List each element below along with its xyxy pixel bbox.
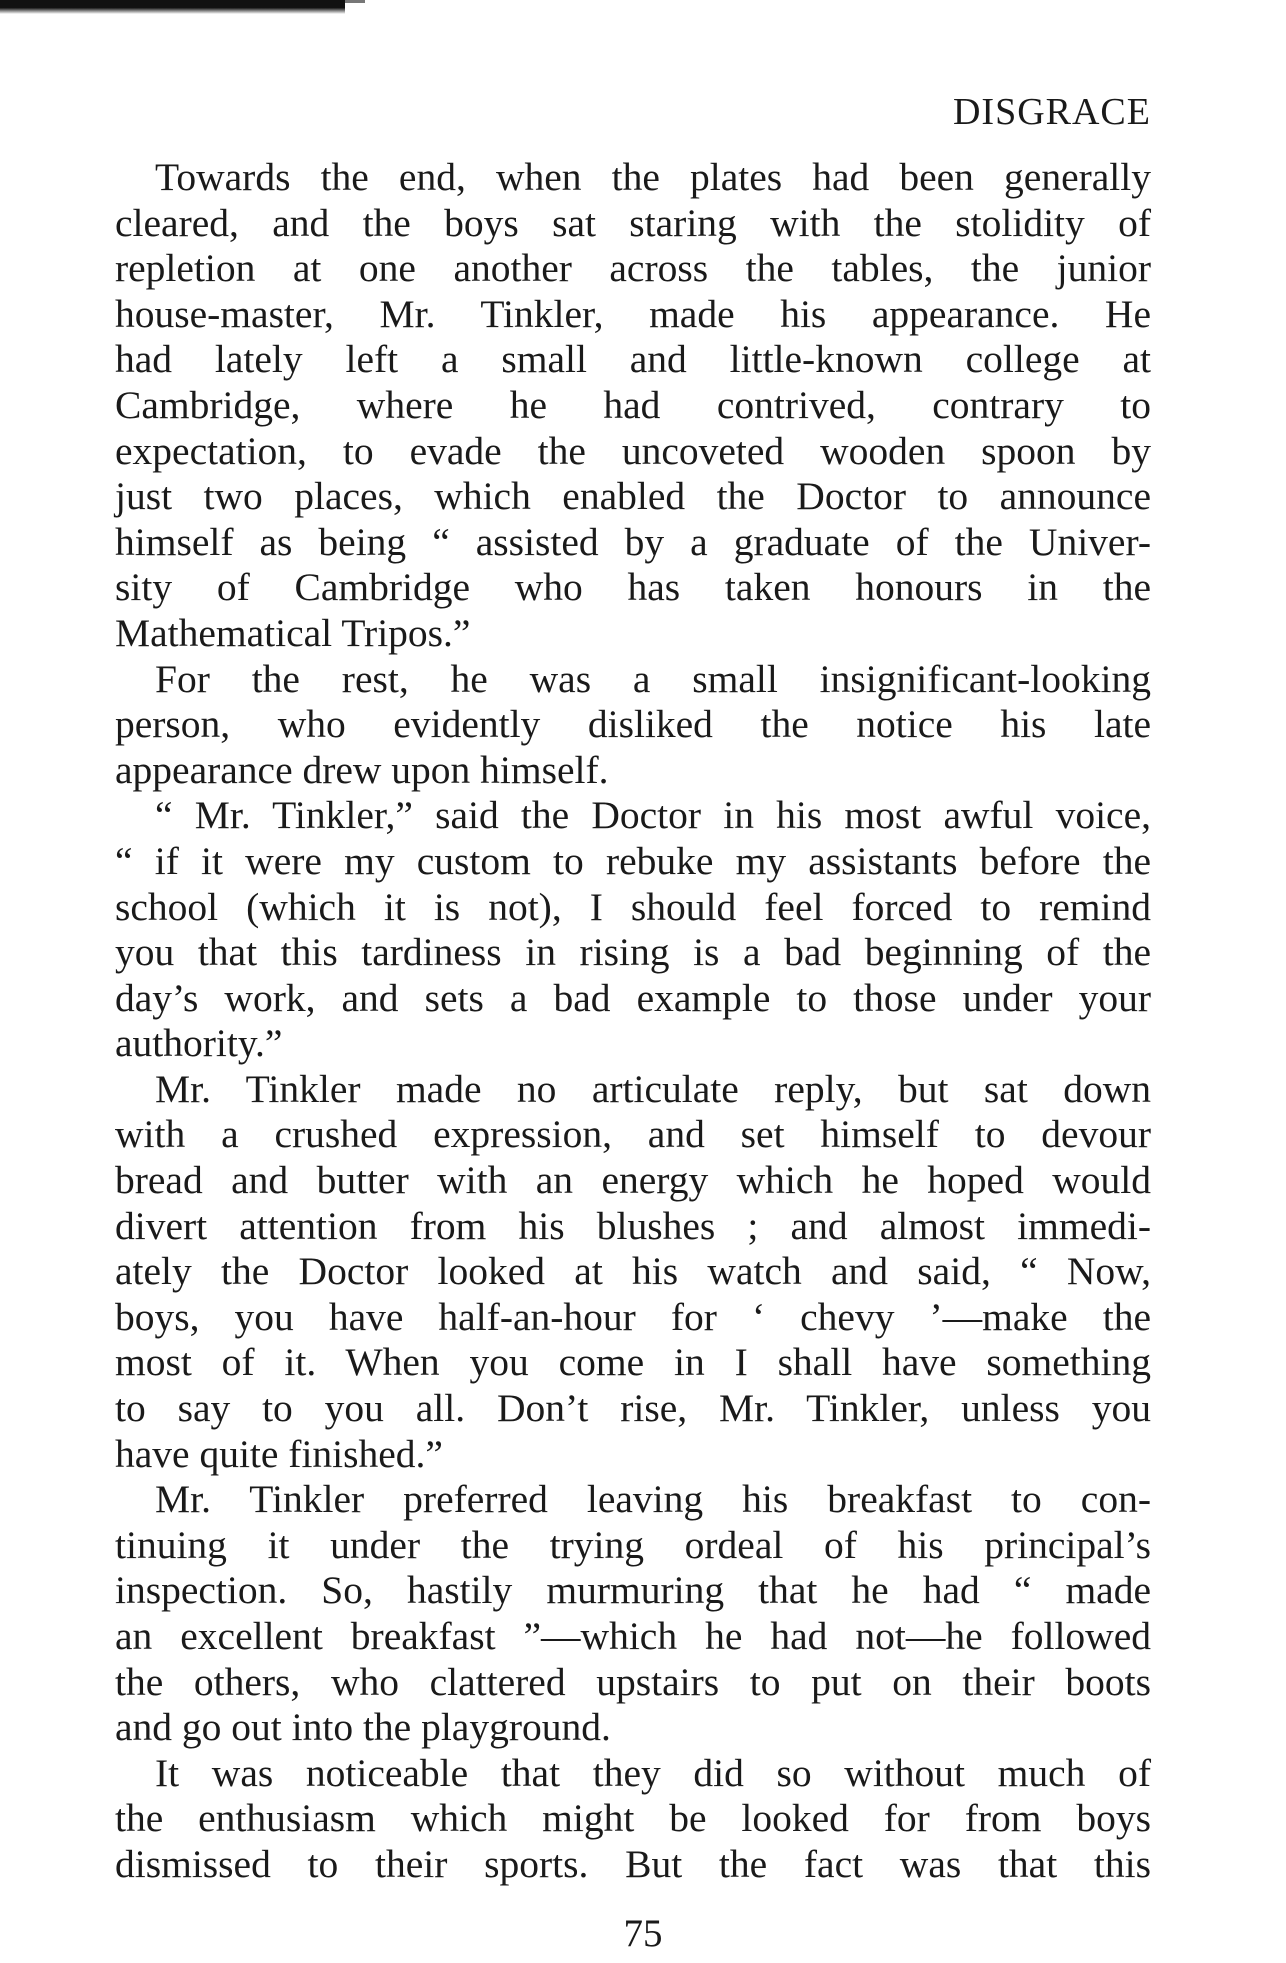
text-line: himself as being “ assisted by a graduate of the Univer- — [115, 519, 1151, 564]
text-line: you that this tardiness in rising is a bad beginning of the — [115, 930, 1151, 975]
text-line: house-master, Mr. Tinkler, made his appearance. He — [115, 291, 1151, 336]
text-line: Mr. Tinkler made no articulate reply, but sat down — [155, 1066, 1151, 1111]
text-line: divert attention from his blushes ; and almost immedi- — [115, 1203, 1151, 1248]
text-line: sity of Cambridge who has taken honours in the — [115, 565, 1151, 610]
text-line: to say to you all. Don’t rise, Mr. Tinkler, unless you — [115, 1386, 1151, 1431]
text-line: just two places, which enabled the Doctor to announce — [115, 474, 1151, 519]
text-line: dismissed to their sports. But the fact was that this — [115, 1841, 1151, 1886]
paragraph — [115, 657, 1151, 794]
text-line: appearance drew upon himself. — [115, 747, 609, 792]
text-line: person, who evidently disliked the notice his late — [115, 702, 1151, 747]
text-line: expectation, to evade the uncoveted wooden spoon by — [115, 428, 1151, 473]
text-line: Towards the end, when the plates had been generally — [155, 155, 1151, 199]
body-text — [115, 155, 1151, 1888]
paragraph — [115, 1477, 1151, 1751]
text-line: had lately left a small and little-known college at — [115, 337, 1151, 382]
text-line: tinuing it under the trying ordeal of his principal’s — [115, 1522, 1151, 1567]
text-line: day’s work, and sets a bad example to those under your — [115, 975, 1151, 1020]
text-line: boys, you have half-an-hour for ‘ chevy ’—make the — [115, 1294, 1151, 1339]
page-number: 75 — [623, 1912, 663, 1955]
text-line: most of it. When you come in I shall have something — [115, 1340, 1151, 1385]
text-line: repletion at one another across the tables, the junior — [115, 246, 1151, 291]
text-line: the enthusiasm which might be looked for from boys — [115, 1796, 1151, 1841]
text-line: authority.” — [115, 1021, 283, 1066]
text-line: “ if it were my custom to rebuke my assistants before the — [115, 838, 1151, 883]
text-line: Mr. Tinkler preferred leaving his breakfast to con- — [155, 1477, 1151, 1522]
text-line: For the rest, he was a small insignificant-looking — [155, 656, 1151, 701]
text-line: cleared, and the boys sat staring with the stolidity of — [115, 200, 1151, 245]
paragraph — [115, 793, 1151, 1067]
text-line: ately the Doctor looked at his watch and said, “ Now, — [115, 1249, 1151, 1294]
running-head: DISGRACE — [952, 91, 1151, 133]
text-line: Mathematical Tripos.” — [115, 610, 471, 655]
text-line: with a crushed expression, and set himself to devour — [115, 1112, 1151, 1157]
text-line: have quite finished.” — [115, 1431, 443, 1476]
text-line: “ Mr. Tinkler,” said the Doctor in his most awful voice, — [155, 793, 1151, 838]
text-line: an excellent breakfast ”—which he had not—he followed — [115, 1614, 1151, 1658]
paragraph — [115, 155, 1151, 657]
text-line: bread and butter with an energy which he hoped would — [115, 1158, 1151, 1203]
text-line: Cambridge, where he had contrived, contrary to — [115, 382, 1151, 427]
scan-edge-mark — [0, 0, 345, 14]
text-line: It was noticeable that they did so without much of — [155, 1750, 1151, 1795]
paragraph — [115, 1067, 1151, 1477]
text-line: school (which it is not), I should feel forced to remind — [115, 884, 1151, 929]
text-line: the others, who clattered upstairs to put on their boots — [115, 1659, 1151, 1704]
text-line: and go out into the playground. — [115, 1705, 611, 1750]
text-line: inspection. So, hastily murmuring that he had “ made — [115, 1568, 1151, 1613]
paragraph — [115, 1751, 1151, 1888]
